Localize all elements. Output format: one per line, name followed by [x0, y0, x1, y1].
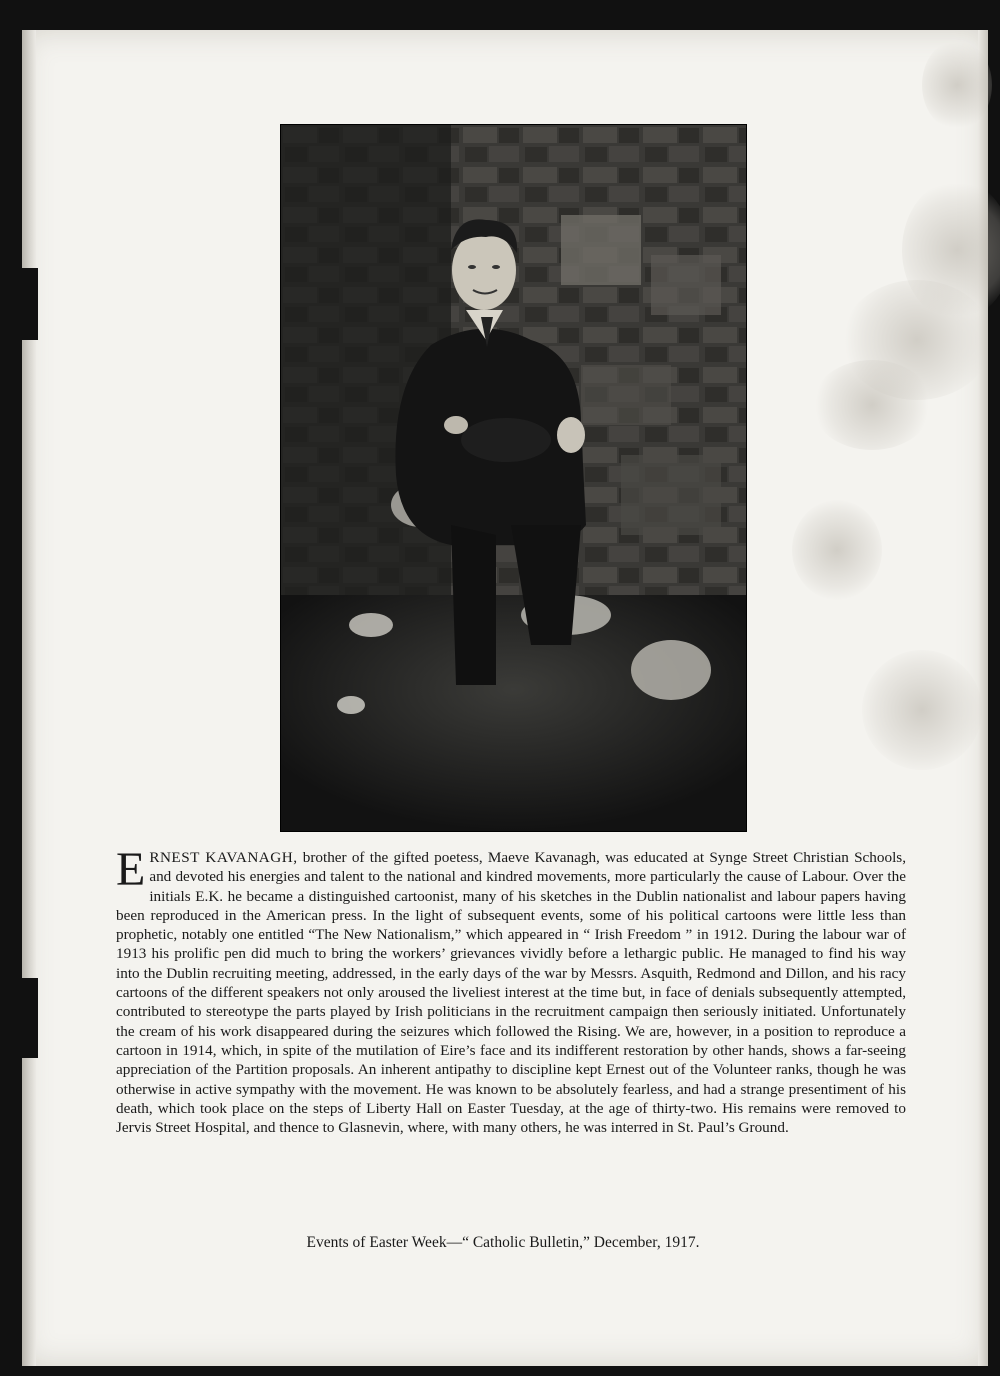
drop-cap: E: [116, 843, 146, 896]
binding-hole: [22, 268, 38, 340]
portrait-photograph-icon: [281, 125, 746, 831]
citation-text: Events of Easter Week—“ Catholic Bulletin,” December, 1917.: [306, 1234, 700, 1251]
article-body: brother of the gifted poetess, Maeve Kavanagh, was educated at Synge Street Christian Schools, and devoted his energies and talent to the national and kindred movements, more particularly the cause of Labour. Over the initials E.K. he became a distinguished cartoonist, many of his sketches in the Dublin nationalist and labour papers having been reproduced in the American press. In the light of subsequent events, some of his political cartoons were little less than prophetic, notably one entitled “The New Nationalism,” which appeared in “ Irish Freedom ” in 1912. During the labour war of 1913 his prolific pen did much to bring the workers’ grievances vividly before a lethargic public. He managed to find his way into the Dublin recruiting meeting, addressed, in the early days of the war by Messrs. Asquith, Redmond and Dillon, and his racy cartoons of the different speakers not only aroused the liveliest interest at the time but, in face of denials subsequently attempted, contributed to stereotype the parts played by Irish politicians in the recruitment campaign then seriously initiated. Unfortunately the cream of his work disappeared during the seizures which followed the Rising. We are, however, in a position to reproduce a cartoon in 1914, which, in spite of the mutilation of Eire’s face and its indifferent restoration by other hands, shows a far-seeing appreciation of the Partition proposals. An inherent antipathy to discipline kept Ernest out of the Volunteer ranks, though he was otherwise in active sympathy with the movement. He was known to be absolutely fearless, and had a strange presentiment of his death, which took place on the steps of Liberty Hall on Easter Tuesday, at the age of thirty-two. His remains were removed to Jervis Street Hospital, and thence to Glasnevin, where, with many others, he was interred in St. Paul’s Ground.: [116, 849, 906, 1137]
article-text: [116, 843, 906, 1137]
portrait-photograph: [280, 124, 747, 832]
article-lead-words: RNEST KAVANAGH,: [149, 849, 298, 866]
paper-stain: [812, 360, 932, 450]
binding-hole: [22, 978, 38, 1058]
page-edge-left: [22, 30, 36, 1366]
paper-stain: [862, 650, 982, 770]
paper-stain: [792, 500, 882, 600]
citation: [0, 1234, 966, 1252]
paper-stain: [922, 40, 992, 130]
